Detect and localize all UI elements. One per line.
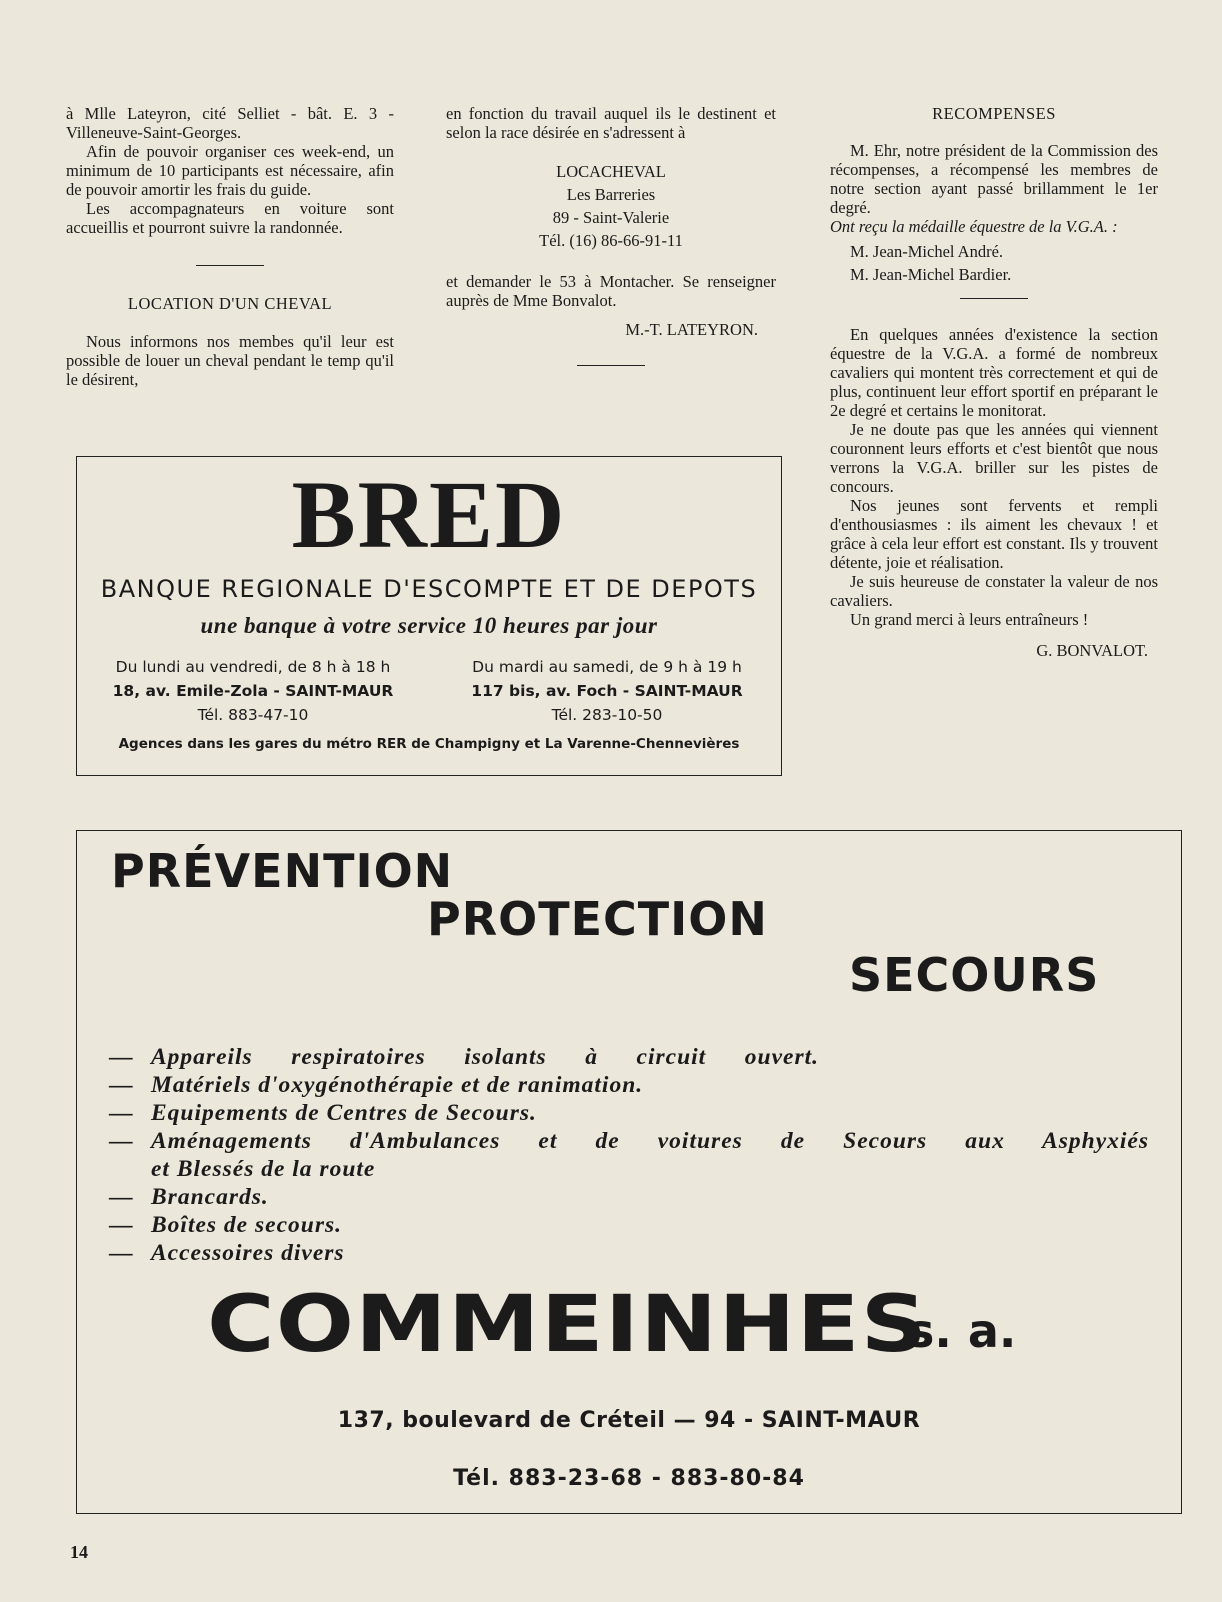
branch-address: 117 bis, av. Foch - SAINT-MAUR bbox=[471, 682, 743, 700]
branch-hours: Du lundi au vendredi, de 8 h à 18 h bbox=[115, 658, 391, 676]
bred-branch-right bbox=[437, 655, 777, 727]
column-2 bbox=[446, 104, 776, 366]
branch-tel: Tél. 283-10-50 bbox=[551, 706, 663, 724]
bred-subtitle: BANQUE REGIONALE D'ESCOMPTE ET DE DEPOTS bbox=[100, 575, 758, 603]
list-item: — Matériels d'oxygénothérapie et de ranimation. bbox=[109, 1072, 644, 1098]
recipient-name: M. Jean-Michel Bardier. bbox=[850, 265, 1012, 284]
commeinhes-logo: COMMEINHES bbox=[207, 1280, 929, 1370]
signature: G. BONVALOT. bbox=[1036, 641, 1148, 660]
headline-secours: SECOURS bbox=[849, 948, 1100, 1002]
paragraph: M. Ehr, notre président de la Commission des récompenses, a récompensé les membres de notre section ayant passé brillamment le 1er degré. bbox=[830, 141, 1158, 217]
bred-logo-title: BRED bbox=[291, 461, 567, 568]
paragraph: et demander le 53 à Montacher. Se renseigner auprès de Mme Bonvalot. bbox=[446, 272, 776, 310]
list-item: — Brancards. bbox=[109, 1184, 269, 1210]
headline-protection: PROTECTION bbox=[427, 892, 768, 946]
paragraph: En quelques années d'existence la section équestre de la V.G.A. a formé de nombreux cavaliers qui montent très correctement et qui de plus, continuent leur effort sportif en préparant le 2e degré et certains le monitorat. bbox=[830, 325, 1158, 420]
divider bbox=[577, 365, 645, 366]
list-item-continuation: et Blessés de la route bbox=[151, 1156, 376, 1182]
paragraph: Nos jeunes sont fervents et rempli d'enthousiasmes : ils aiment les chevaux ! et grâce à cela leur effort est constant. Ils y trouvent détente, joie et réalisation. bbox=[830, 496, 1158, 572]
address-line: Tél. (16) 86-66-91-11 bbox=[539, 231, 683, 250]
bred-tagline: une banque à votre service 10 heures par jour bbox=[200, 613, 658, 638]
address-line: LOCACHEVAL bbox=[556, 162, 666, 181]
branch-hours: Du mardi au samedi, de 9 h à 19 h bbox=[472, 658, 742, 676]
commeinhes-tel: Tél. 883-23-68 - 883-80-84 bbox=[453, 1466, 805, 1491]
list-item: — Equipements de Centres de Secours. bbox=[109, 1100, 537, 1126]
paragraph: Les accompagnateurs en voiture sont accueillis et pourront suivre la randonnée. bbox=[66, 199, 394, 237]
bred-advertisement bbox=[76, 456, 782, 776]
paragraph: Je suis heureuse de constater la valeur de nos cavaliers. bbox=[830, 572, 1158, 610]
paragraph: Nous informons nos membes qu'il leur est possible de louer un cheval pendant le temp qu'il le désirent, bbox=[66, 332, 394, 389]
recipient-name: M. Jean-Michel André. bbox=[850, 242, 1004, 261]
branch-tel: Tél. 883-47-10 bbox=[197, 706, 309, 724]
page-number: 14 bbox=[70, 1542, 88, 1562]
list-item: — Accessoires divers bbox=[109, 1240, 345, 1266]
list-item: — Appareils respiratoires isolants à circuit ouvert. bbox=[109, 1044, 819, 1070]
address-line: Les Barreries bbox=[566, 185, 656, 204]
list-item: — Boîtes de secours. bbox=[109, 1212, 342, 1238]
branch-address: 18, av. Emile-Zola - SAINT-MAUR bbox=[112, 682, 394, 700]
commeinhes-address: 137, boulevard de Créteil — 94 - SAINT-MAUR bbox=[337, 1408, 921, 1433]
paragraph: Afin de pouvoir organiser ces week-end, un minimum de 10 participants est nécessaire, afin de pouvoir amortir les frais du guide. bbox=[66, 142, 394, 199]
paragraph: Un grand merci à leurs entraîneurs ! bbox=[850, 610, 1089, 629]
column-3 bbox=[830, 104, 1158, 660]
paragraph-italic: Ont reçu la médaille équestre de la V.G.A. : bbox=[830, 217, 1118, 236]
section-heading: RECOMPENSES bbox=[932, 104, 1056, 123]
address-line: 89 - Saint-Valerie bbox=[552, 208, 670, 227]
bred-branch-left bbox=[83, 655, 423, 727]
headline-prevention: PRÉVENTION bbox=[111, 844, 454, 898]
commeinhes-suffix: s. a. bbox=[907, 1304, 1017, 1358]
section-heading: LOCATION D'UN CHEVAL bbox=[127, 294, 333, 313]
list-item: — Aménagements d'Ambulances et de voitures de Secours aux Asphyxiés bbox=[109, 1128, 1149, 1154]
column-1 bbox=[66, 104, 394, 389]
signature: M.-T. LATEYRON. bbox=[625, 320, 758, 339]
product-list bbox=[109, 1043, 1149, 1267]
paragraph: à Mlle Lateyron, cité Selliet - bât. E. 3 - Villeneuve-Saint-Georges. bbox=[66, 104, 394, 142]
bred-agences: Agences dans les gares du métro RER de Champigny et La Varenne-Chennevières bbox=[118, 736, 740, 752]
paragraph: Je ne doute pas que les années qui viennent couronnent leurs efforts et c'est bientôt que nous verrons la V.G.A. briller sur les pistes de concours. bbox=[830, 420, 1158, 496]
paragraph: en fonction du travail auquel ils le destinent et selon la race désirée en s'adressent à bbox=[446, 104, 776, 142]
commeinhes-advertisement bbox=[76, 830, 1182, 1514]
